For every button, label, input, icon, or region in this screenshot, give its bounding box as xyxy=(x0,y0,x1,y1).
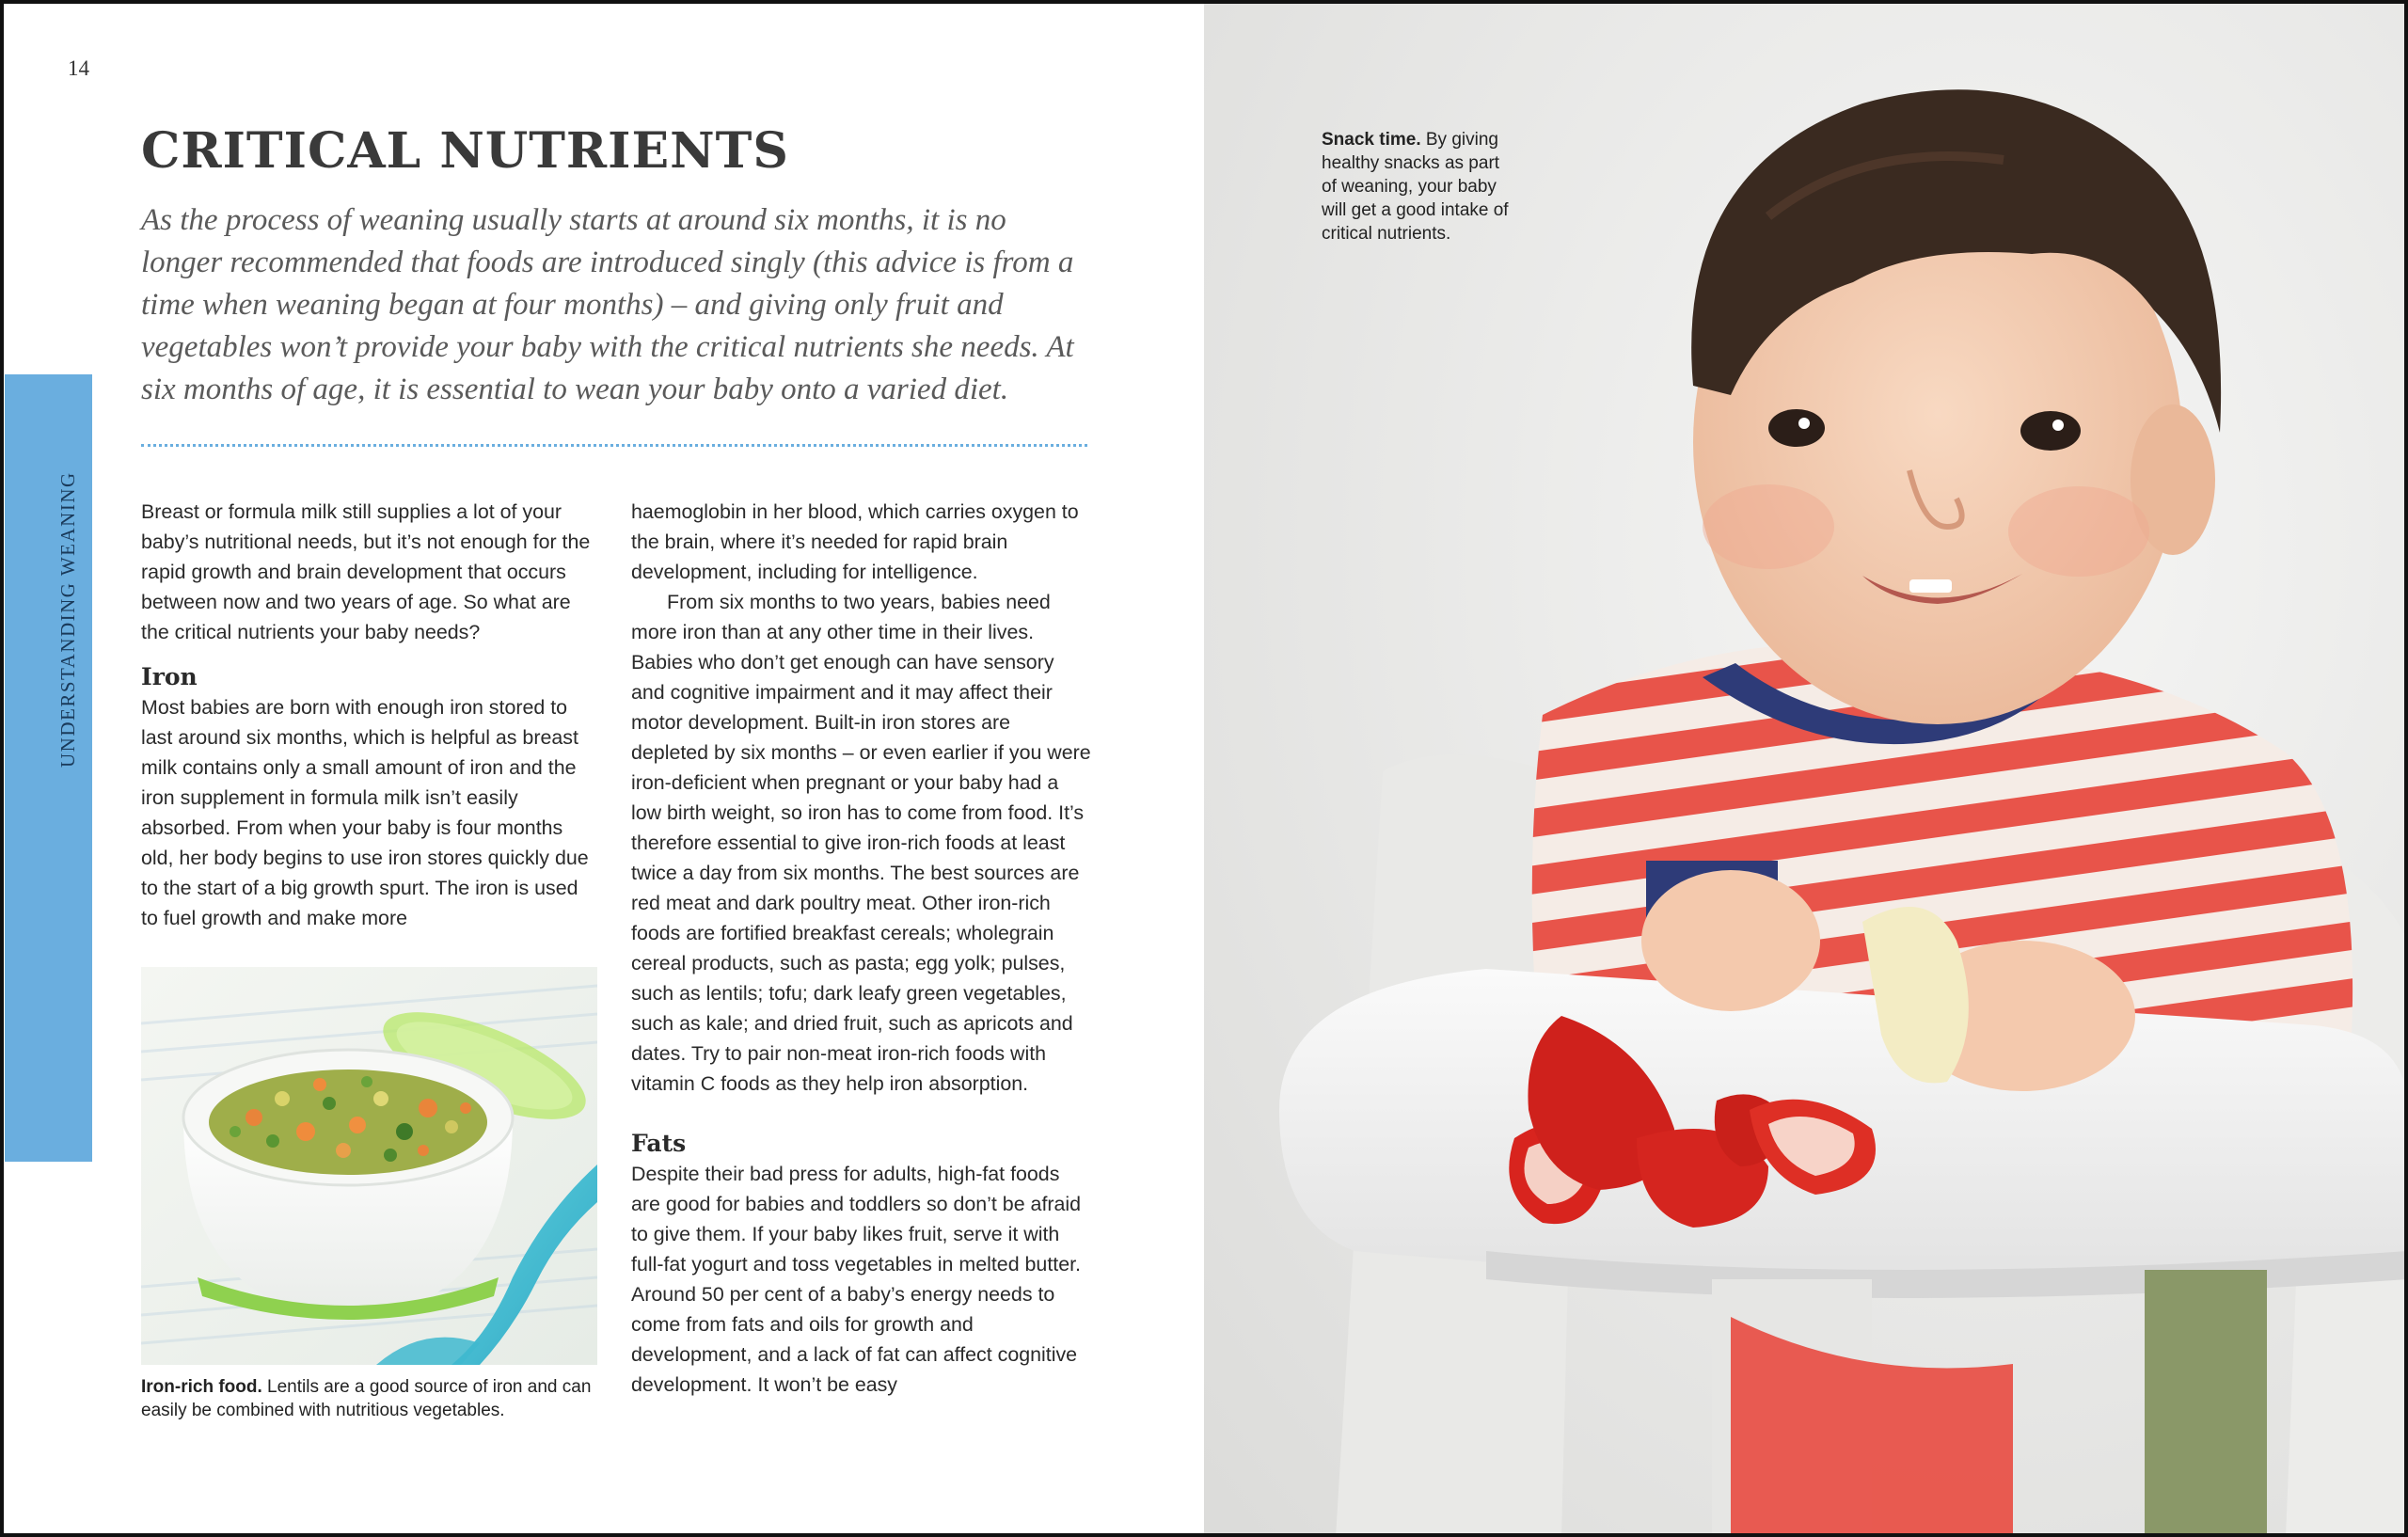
fats-heading: Fats xyxy=(631,1130,687,1157)
iron-heading: Iron xyxy=(141,663,198,690)
text-column-1 xyxy=(141,497,593,933)
page-title: CRITICAL NUTRIENTS xyxy=(141,122,789,180)
text-column-2 xyxy=(631,497,1092,1400)
body-paragraph: haemoglobin in her blood, which carries oxygen to the brain, where it’s needed for rapid brain development, including for intelligence. xyxy=(631,500,1079,583)
iron-paragraph: Most babies are born with enough iron stored to last around six months, which is helpful as breast milk contains only a small amount of iron and the iron supplement in formula milk isn’t easily absorbed. From when your baby is four months old, her body begins to use iron stores quickly due to the start of a big growth spurt. The iron is used to fuel growth and make more xyxy=(141,696,589,929)
lentil-bowl-photo xyxy=(141,967,597,1365)
section-tab-label: UNDERSTANDING WEANING xyxy=(56,471,79,768)
body-paragraph: Breast or formula milk still supplies a lot of your baby’s nutritional needs, but it’s not enough for the rapid growth and brain development that occurs between now and two years of age. So what are the critical nutrients your baby needs? xyxy=(141,500,591,643)
body-paragraph: From six months to two years, babies need more iron than at any other time in their lives. Babies who don’t get enough can have sensory and cognitive impairment and it may affect their motor development. Built-in iron stores are depleted by six months – or even earlier if you were iron-deficient when pregnant or your baby had a low birth weight, so iron has to come from food. It’s therefore essential to give iron-rich foods at least twice a day from six months. The best sources are red meat and dark poultry meat. Other iron-rich foods are fortified breakfast cereals; wholegrain cereal products, such as pasta; egg yolk; pulses, such as lentils; tofu; dark leafy green vegetables, such as kale; and dried fruit, such as apricots and dates. Try to pair non-meat iron-rich foods with vitamin C foods as they help iron absorption. xyxy=(631,591,1091,1095)
caption-bold: Iron-rich food. xyxy=(141,1377,262,1397)
caption-bold: Snack time. xyxy=(1322,130,1421,150)
intro-paragraph: As the process of weaning usually starts at around six months, it is no longer recommended that foods are introduced singly (this advice is from a time when weaning began at four months) – and giving only fruit and vegetables won’t provide your baby with the critical nutrients she needs. At six months of age, it is essential to wean your baby onto a varied diet. xyxy=(141,203,1074,406)
photo-caption-snack xyxy=(1322,128,1519,246)
photo-caption-lentils xyxy=(141,1375,602,1422)
caption-text: By giving healthy snacks as part of weaning, your baby will get a good intake of critical nutrients. xyxy=(1322,130,1509,244)
page-number: 14 xyxy=(68,56,89,80)
dotted-divider xyxy=(141,444,1087,447)
caption-text: Lentils are a good source of iron and can easily be combined with nutritious vegetables. xyxy=(141,1377,592,1420)
fats-paragraph: Despite their bad press for adults, high-fat foods are good for babies and toddlers so don’t be afraid to give them. If your baby likes fruit, serve it with full-fat yogurt and toss vegetables in melted butter. Around 50 per cent of a baby’s energy needs to come from fats and oils for growth and development, and a lack of fat can affect cognitive development. It won’t be easy xyxy=(631,1163,1082,1396)
